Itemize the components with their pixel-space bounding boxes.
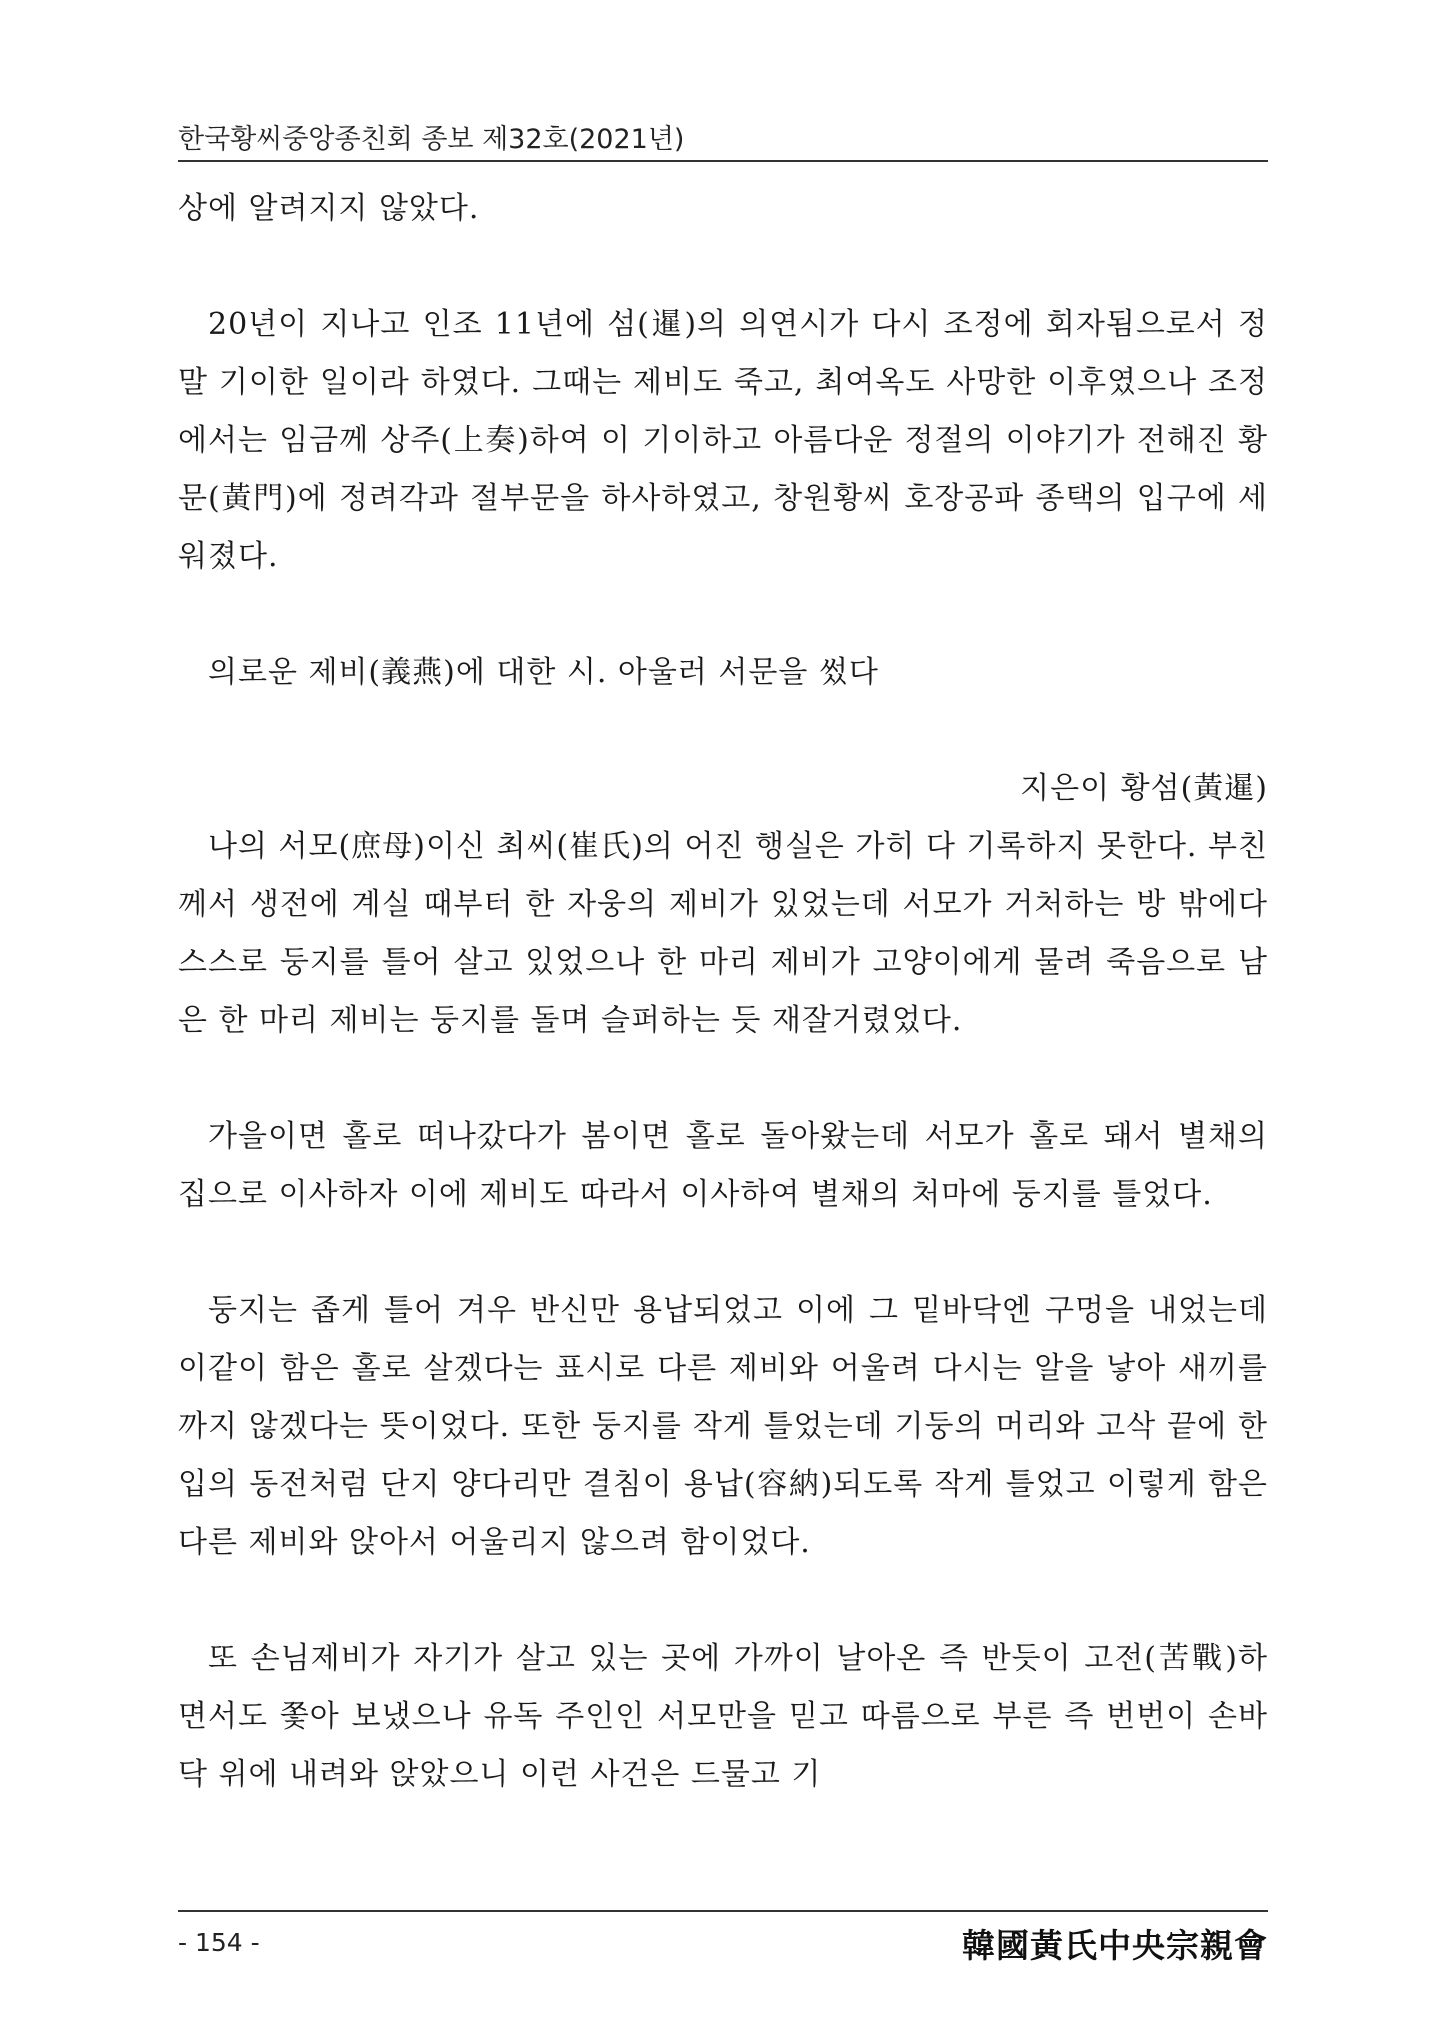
- organization-logo: 韓國黃氏中央宗親會: [962, 1926, 1268, 1965]
- page-number: - 154 -: [178, 1928, 260, 1957]
- paragraph-nest: 둥지는 좁게 틀어 겨우 반신만 용납되었고 이에 그 밑바닥엔 구멍을 내었는데 이같이 함은 홀로 살겠다는 표시로 다른 제비와 어울려 다시는 알을 낳아 새끼를 까지 않겠다는 뜻이었다. 또한 둥지를 작게 틀었는데 기둥의 머리와 고삭 끝에 한입의 동전처럼 단지 양다리만 결침이 용납(容納)되도록 작게 틀었고 이렇게 함은 다른 제비와 앉아서 어울리지 않으려 함이었다.: [178, 1293, 1268, 1560]
- paragraph-continuation: 상에 알려지지 않았다.: [178, 191, 480, 226]
- paragraph-gap: [178, 1224, 1268, 1282]
- header-divider: [178, 160, 1268, 162]
- footer-divider: [178, 1910, 1268, 1912]
- running-header: 한국황씨중앙종친회 종보 제32호(2021년): [178, 124, 685, 155]
- paragraph-preface: 나의 서모(庶母)이신 최씨(崔氏)의 어진 행실은 가히 다 기록하지 못한다. 부친께서 생전에 계실 때부터 한 자웅의 제비가 있었는데 서모가 거처하는 방 밖에다 스스로 둥지를 틀어 살고 있었으나 한 마리 제비가 고양이에게 물려 죽음으로 남은 한 마리 제비는 둥지를 돌며 슬퍼하는 듯 재잘거렸었다.: [178, 829, 1268, 1038]
- paragraph-guest-swallow: 또 손님제비가 자기가 살고 있는 곳에 가까이 날아온 즉 반듯이 고전(苦戰)하면서도 쫓아 보냈으나 유독 주인인 서모만을 믿고 따름으로 부른 즉 번번이 손바닥 위에 내려와 앉았으니 이런 사건은 드물고 기: [178, 1641, 1268, 1792]
- paragraph-gap: [178, 586, 1268, 644]
- paragraph-gap: [178, 702, 1268, 760]
- paragraph-gap: [178, 1050, 1268, 1108]
- poem-author: 지은이 황섬(黃暹): [1020, 771, 1268, 806]
- body-text: [178, 180, 1268, 1804]
- paragraph-gap: [178, 238, 1268, 296]
- paragraph-shrine: 20년이 지나고 인조 11년에 섬(暹)의 의연시가 다시 조정에 회자됨으로서 정말 기이한 일이라 하였다. 그때는 제비도 죽고, 최여옥도 사망한 이후였으나 조정에서는 임금께 상주(上奏)하여 이 기이하고 아름다운 정절의 이야기가 전해진 황문(黃門)에 정려각과 절부문을 하사하였고, 창원황씨 호장공파 종택의 입구에 세워졌다.: [178, 307, 1268, 574]
- paragraph-migration: 가을이면 홀로 떠나갔다가 봄이면 홀로 돌아왔는데 서모가 홀로 돼서 별채의 집으로 이사하자 이에 제비도 따라서 이사하여 별채의 처마에 둥지를 틀었다.: [178, 1119, 1268, 1212]
- paragraph-gap: [178, 1572, 1268, 1630]
- poem-title: 의로운 제비(義燕)에 대한 시. 아울러 서문을 썼다: [208, 655, 879, 690]
